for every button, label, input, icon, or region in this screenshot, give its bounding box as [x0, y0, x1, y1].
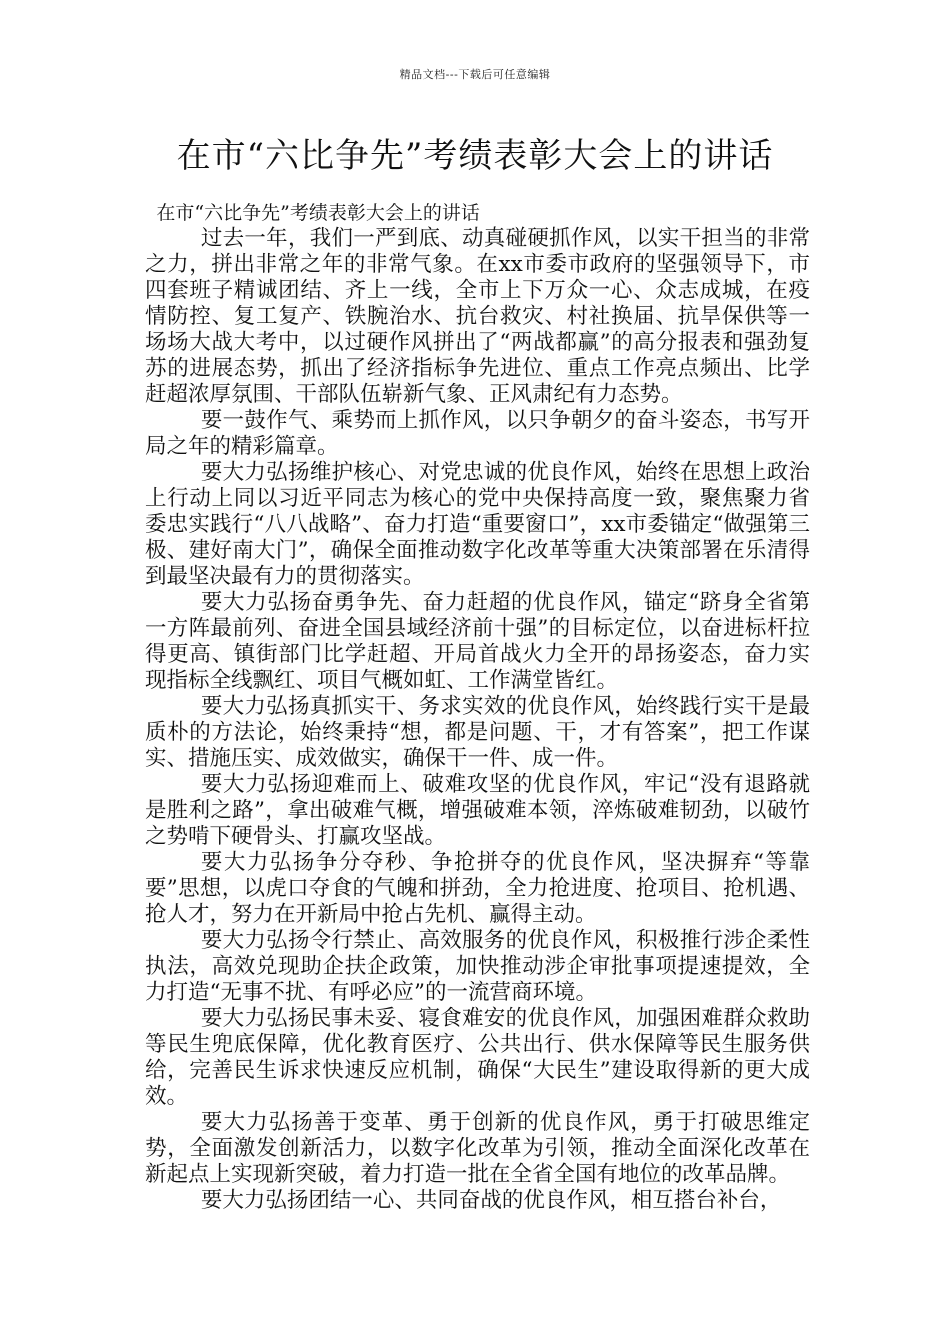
paragraph: 要大力弘扬善于变革、勇于创新的优良作风，勇于打破思维定势，全面激发创新活力，以数字化改革为引领，推动全面深化改革在新起点上实现新突破，着力打造一批在全省全国有地位的改革品牌。 — [145, 1110, 810, 1187]
paragraph: 要一鼓作气、乘势而上抓作风，以只争朝夕的奋斗姿态，书写开局之年的精彩篇章。 — [145, 408, 810, 459]
document-title: 在市“六比争先”考绩表彰大会上的讲话 — [176, 136, 774, 176]
paragraph: 过去一年，我们一严到底、动真碰硬抓作风，以实干担当的非常之力，拼出非常之年的非常气象。在xx市委市政府的坚强领导下，市四套班子精诚团结、齐上一线，全市上下万众一心、众志成城，在疫情防控、复工复产、铁腕治水、抗台救灾、村社换届、抗旱保供等一场场大战大考中，以过硬作风拼出了“两战都赢”的高分报表和强劲复苏的进展态势，抓出了经济指标争先进位、重点工作亮点频出、比学赶超浓厚氛围、干部队伍崭新气象、正风肃纪有力态势。 — [145, 226, 810, 407]
paragraph: 要大力弘扬迎难而上、破难攻坚的优良作风，牢记“没有退路就是胜利之路”，拿出破难气概，增强破难本领，淬炼破难韧劲，以破竹之势啃下硬骨头、打赢攻坚战。 — [145, 772, 810, 849]
paragraph: 要大力弘扬争分夺秒、争抢拼夺的优良作风，坚决摒弃“等靠要”思想，以虎口夺食的气魄和拼劲，全力抢进度、抢项目、抢机遇、抢人才，努力在开新局中抢占先机、赢得主动。 — [145, 850, 810, 927]
paragraph: 要大力弘扬真抓实干、务求实效的优良作风，始终践行实干是最质朴的方法论，始终秉持“想，都是问题、干，才有答案”，把工作谋实、措施压实、成效做实，确保干一件、成一件。 — [145, 694, 810, 771]
paragraph: 要大力弘扬团结一心、共同奋战的优良作风，相互搭台补台， — [200, 1188, 782, 1213]
header-note: 精品文档---下载后可任意编辑 — [399, 68, 551, 81]
document-body — [145, 200, 810, 1214]
paragraph: 要大力弘扬民事未妥、寝食难安的优良作风，加强困难群众救助等民生兜底保障，优化教育医疗、公共出行、供水保障等民生服务供给，完善民生诉求快速反应机制，确保“大民生”建设取得新的更大成效。 — [145, 1006, 810, 1109]
paragraph: 要大力弘扬令行禁止、高效服务的优良作风，积极推行涉企柔性执法，高效兑现助企扶企政策，加快推动涉企审批事项提速提效，全力打造“无事不扰、有呼必应”的一流营商环境。 — [145, 928, 810, 1005]
document-subtitle: 在市“六比争先”考绩表彰大会上的讲话 — [156, 202, 480, 224]
paragraph: 要大力弘扬奋勇争先、奋力赶超的优良作风，锚定“跻身全省第一方阵最前列、奋进全国县域经济前十强”的目标定位，以奋进标杆拉得更高、镇街部门比学赶超、开局首战火力全开的昂扬姿态，奋力实现指标全线飘红、项目气概如虹、工作满堂皆红。 — [145, 590, 810, 693]
paragraph: 要大力弘扬维护核心、对党忠诚的优良作风，始终在思想上政治上行动上同以习近平同志为核心的党中央保持高度一致，聚焦聚力省委忠实践行“八八战略”、奋力打造“重要窗口”，xx市委锚定“做强第三极、建好南大门”，确保全面推动数字化改革等重大决策部署在乐清得到最坚决最有力的贯彻落实。 — [145, 460, 810, 589]
